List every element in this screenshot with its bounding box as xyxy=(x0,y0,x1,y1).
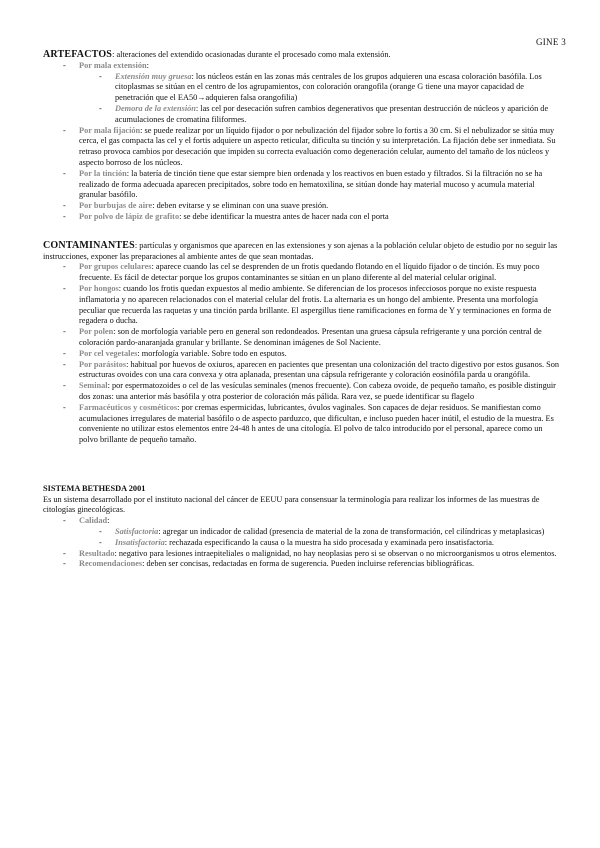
item-text: : se debe identificar la muestra antes de hacer nada con el porta xyxy=(179,211,389,221)
subitem-term: Extensión muy gruesa xyxy=(115,71,192,81)
bullet: - xyxy=(63,262,66,272)
sub-list xyxy=(79,527,563,549)
sub-list-item xyxy=(79,527,563,538)
bullet: - xyxy=(63,548,66,558)
bullet: - xyxy=(99,537,102,547)
list-item xyxy=(43,262,563,284)
list-item xyxy=(43,284,563,327)
item-text: : son de morfología variable pero en general son redondeados. Presentan una gruesa cápsula refrigerante y una porción central de coloración pardo-anaranjada granular y brillante. Se denominan imágenes de Sol Naciente. xyxy=(79,327,542,347)
section-artefactos xyxy=(43,50,563,223)
bullet: - xyxy=(99,527,102,537)
item-term: Por burbujas de aire xyxy=(79,201,153,211)
item-text: : negativo para lesiones intraepiteliales o malignidad, no hay neoplasias pero si se observan o no microorganismos u otros elementos. xyxy=(114,548,557,558)
subitem-text: : los núcleos están en las zonas más centrales de los grupos adquieren una escasa coloración basófila. Los citoplasmas se sitúan en el centro de los agrupamientos, con coloración orangofila (orange G tiene una mayor capacidad de penetración que el EA50→adquieren falsa orangofilia) xyxy=(115,71,542,103)
list-item xyxy=(43,559,563,570)
item-text: : se puede realizar por un líquido fijador o por nebulización del fijador sobre lo fortis a 30 cm. Si el nebulizador se sitúa muy cerca, el gas compacta las cel y el fortis adquiere un aspecto reticular, dificulta su tinción y su interpretación. La fijación debe ser inmediata. Su retraso provoca cambios por desecación que impiden su correcta evaluación como degeneración celular, aumento del tamaño de los núcleos y aspecto borroso de los núcleos. xyxy=(79,125,556,167)
bullet: - xyxy=(99,71,102,81)
artefactos-list xyxy=(43,61,563,223)
item-term: Por parásitos xyxy=(79,359,127,369)
item-term: Calidad xyxy=(79,516,108,526)
list-item xyxy=(43,201,563,212)
bullet: - xyxy=(63,125,66,135)
subitem-term: Demora de la extensión xyxy=(115,103,196,113)
subitem-term: Insatisfactoria xyxy=(115,537,165,547)
item-term: Por cel vegetales xyxy=(79,348,138,358)
bethesda-title: SISTEMA BETHESDA 2001 xyxy=(43,483,146,493)
subitem-text: : agregar un indicador de calidad (presencia de material de la zona de transformación, cel cilíndricas y metaplasicas) xyxy=(158,527,545,537)
bullet: - xyxy=(63,201,66,211)
section-gap xyxy=(43,446,563,484)
item-text: : por espermatozoides o cel de las vesículas seminales (menos frecuente). Con cabeza ovoide, de pequeño tamaño, es posible distinguir dos zonas: una anterior más basófila y otra posterior de coloración más pálida. Rara vez, se puede identificar su flagelo xyxy=(79,381,556,401)
list-item xyxy=(43,516,563,548)
section-contaminantes xyxy=(43,241,563,446)
bethesda-intro: Es un sistema desarrollado por el instituto nacional del cáncer de EEUU para consensuar la terminología para realizar los informes de las muestras de citologías ginecológicas. xyxy=(43,494,540,515)
bullet: - xyxy=(63,516,66,526)
item-text: : deben ser concisas, redactadas en forma de sugerencia. Pueden incluirse referencias bibliográficas. xyxy=(142,559,475,569)
list-item xyxy=(43,126,563,169)
artefactos-heading-line xyxy=(43,50,563,61)
item-term: Recomendaciones xyxy=(79,559,143,569)
bullet: - xyxy=(63,402,66,412)
item-text: : xyxy=(146,60,149,70)
list-item xyxy=(43,403,563,446)
document-body xyxy=(43,50,563,570)
sub-list xyxy=(79,72,563,126)
bullet: - xyxy=(63,359,66,369)
bullet: - xyxy=(63,283,66,293)
item-text: : deben evitarse y se eliminan con una suave presión. xyxy=(152,201,329,211)
subitem-term: Satisfactoria xyxy=(115,527,159,537)
item-text: : la batería de tinción tiene que estar siempre bien ordenada y los reactivos en buen estado y filtrados. Si la filtración no se ha realizado de forma adecuada aparecen precipitados, sobre todo en hematoxilina, se sitúan donde hay material mucoso y acumula material granular basófilo. xyxy=(79,168,543,200)
bullet: - xyxy=(63,348,66,358)
item-term: Farmacéuticos y cosméticos xyxy=(79,402,178,412)
item-term: Por grupos celulares xyxy=(79,262,152,272)
page-number: GINE 3 xyxy=(535,37,566,47)
sub-list-item xyxy=(79,104,563,126)
sub-list-item xyxy=(79,72,563,104)
item-term: Por mala extensión xyxy=(79,60,147,70)
section-bethesda xyxy=(43,484,563,570)
contaminantes-intro: : partículas y organismos que aparecen en las extensiones y son ajenas a la población celular objeto de estudio por no seguir las instrucciones, exponer las preparaciones al ambiente antes de que sean montadas. xyxy=(43,240,558,261)
item-text: : habitual por huevos de oxiuros, aparecen en pacientes que presentan una colonización del tracto digestivo por estos gusanos. Son estructuras ovoides con una cara convexa y otra aplanada, presentan una cápsula refrigerante y coloración eosinófila parda u orangófila. xyxy=(79,359,560,380)
section-gap xyxy=(43,223,563,241)
list-item xyxy=(43,169,563,201)
list-item xyxy=(43,327,563,349)
contaminantes-heading-line xyxy=(43,241,563,263)
bullet: - xyxy=(63,211,66,221)
item-term: Por polvo de lápiz de grafito xyxy=(79,211,180,221)
list-item xyxy=(43,549,563,560)
artefactos-title: ARTEFACTOS xyxy=(43,49,113,60)
item-term: Por la tinción xyxy=(79,168,127,178)
bullet: - xyxy=(63,559,66,569)
item-term: Por mala fijación xyxy=(79,125,141,135)
bullet: - xyxy=(63,60,66,70)
item-text: : xyxy=(107,516,110,526)
bullet: - xyxy=(63,327,66,337)
list-item xyxy=(43,381,563,403)
list-item xyxy=(43,61,563,126)
item-text: : morfología variable. Sobre todo en esputos. xyxy=(137,348,287,358)
item-term: Seminal xyxy=(79,381,108,391)
list-item xyxy=(43,349,563,360)
bullet: - xyxy=(63,168,66,178)
subitem-text: : las cel por desecación sufren cambios degenerativos que presentan destrucción de núcleos y aparición de acumulaciones de cromatina filiformes. xyxy=(115,103,549,124)
item-text: : aparece cuando las cel se desprenden de un frotis quedando flotando en el líquido fijador o de tinción. Es muy poco frecuente. Es fácil de detectar porque los grupos contaminantes se sitúan en un plano diferente al del material celular original. xyxy=(79,262,540,283)
list-item xyxy=(43,360,563,382)
list-item xyxy=(43,212,563,223)
artefactos-intro: : alteraciones del extendido ocasionadas durante el procesado como mala extensión. xyxy=(112,50,391,59)
item-text: : cuando los frotis quedan expuestos al medio ambiente. Se diferencian de los procesos infecciosos porque no existe respuesta inflamatoria y no aparecen relacionados con el material celular del frotis. La alternaria es un hongo del ambiente. Presenta una morfología peculiar que recuerda las raquetas y una tinción parda brillante. El aspergillus tiene ramificaciones en forma de Y y terminaciones en forma de regadera o ducha. xyxy=(79,283,552,326)
item-term: Por hongos xyxy=(79,283,119,293)
item-text: : por cremas espermicidas, lubricantes, óvulos vaginales. Son capaces de dejar residuos. Se manifiestan como acumulaciones irregulares de material basófilo o de aspecto parduzco, que dificultan, e incluso pueden hacer inútil, el estudio de la muestra. Es conveniente no utilizar estos elementos entre 24-48 h antes de una citología. El polvo de talco introducido por el personal, aparece como un polvo brillante de pequeño tamaño. xyxy=(79,402,554,445)
item-term: Por polen xyxy=(79,327,114,337)
contaminantes-list xyxy=(43,262,563,446)
bullet: - xyxy=(63,381,66,391)
subitem-text: : rechazada especificando la causa o la muestra ha sido procesada y examinada pero insatisfactoria. xyxy=(164,537,494,547)
sub-list-item xyxy=(79,538,563,549)
contaminantes-title: CONTAMINANTES xyxy=(43,239,135,251)
item-term: Resultado xyxy=(79,548,115,558)
bullet: - xyxy=(99,103,102,113)
bethesda-list xyxy=(43,516,563,570)
